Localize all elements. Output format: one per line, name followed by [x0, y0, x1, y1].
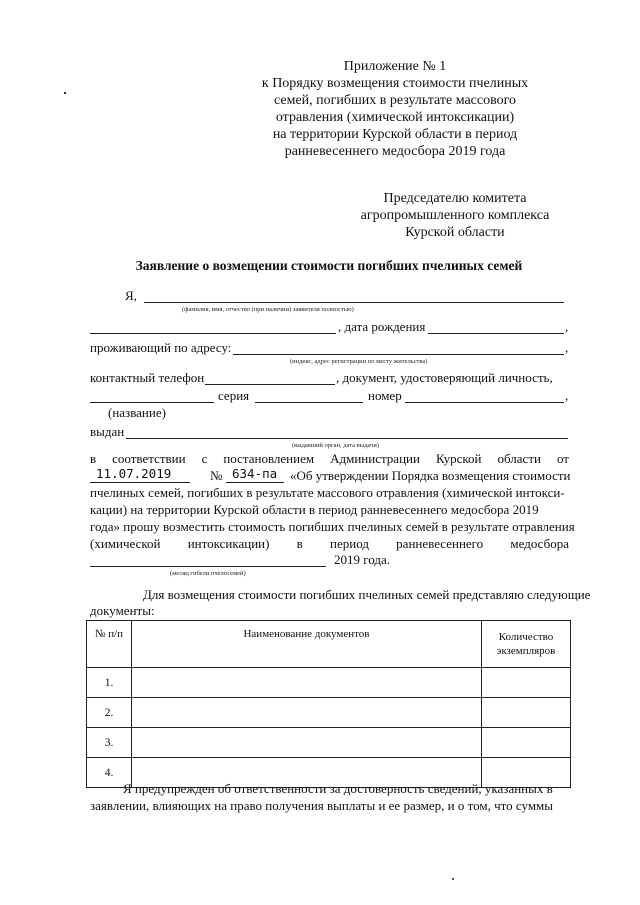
- phone-field[interactable]: [205, 384, 335, 385]
- docs-intro-line-2: документы:: [90, 603, 155, 618]
- documents-table: [86, 620, 571, 788]
- row-number: 3.: [87, 728, 132, 758]
- issued-field[interactable]: [126, 438, 568, 439]
- docs-intro-line-1: Для возмещения стоимости погибших пчелиных семей представляю следующие: [143, 587, 591, 602]
- dob-field[interactable]: [428, 333, 564, 334]
- label-phone: контактный телефон: [90, 370, 205, 385]
- address-caption: (индекс, адрес регистрации по месту жительства): [290, 358, 428, 365]
- row-number: 4.: [87, 758, 132, 788]
- address-field[interactable]: [233, 354, 564, 355]
- word: Администрации: [330, 451, 420, 466]
- issued-caption: (выдавший орган, дата выдачи): [292, 442, 379, 449]
- word: Курской: [435, 451, 482, 466]
- label-address: проживающий по адресу:: [90, 340, 232, 355]
- name-caption: (название): [108, 405, 166, 420]
- fio-field[interactable]: [144, 302, 564, 303]
- fio-caption: (фамилия, имя, отчество (при наличии) заявителя полностью): [182, 306, 354, 313]
- word: постановлением: [223, 451, 315, 466]
- addressee-line: Курской области: [405, 225, 505, 240]
- id-doc-name-field[interactable]: [90, 402, 214, 403]
- addressee-line: Председателю комитета: [383, 191, 527, 206]
- body-line-6: [90, 536, 569, 552]
- appendix-line: на территории Курской области в период: [272, 127, 518, 142]
- appendix-line: ранневесеннего медосбора 2019 года: [284, 144, 506, 159]
- word: области: [497, 451, 541, 466]
- decree-number: 634-па: [232, 466, 278, 481]
- addressee-line: агропромышленного комплекса: [360, 208, 550, 223]
- doc-name-cell[interactable]: [132, 698, 482, 728]
- word: интоксикации): [187, 536, 270, 551]
- body-line-4: кации) на территории Курской области в период ранневесеннего медосбора 2019: [90, 502, 539, 517]
- label-dob: , дата рождения: [338, 319, 426, 334]
- form-title: Заявление о возмещении стоимости погибших пчелиных семей: [135, 258, 523, 273]
- comma: ,: [565, 388, 569, 403]
- doc-name-cell[interactable]: [132, 728, 482, 758]
- scan-speck: [452, 878, 454, 880]
- label-id-doc: , документ, удостоверяющий личность,: [336, 370, 553, 385]
- word: период: [330, 536, 369, 551]
- table-row: [87, 728, 571, 758]
- body-line-2-tail: «Об утверждении Порядка возмещения стоимости: [290, 468, 571, 483]
- fio-continuation-field[interactable]: [90, 333, 336, 334]
- table-row: [87, 668, 571, 698]
- word: ранневесеннего: [396, 536, 484, 551]
- decree-date-underline: [90, 482, 190, 483]
- doc-count-cell[interactable]: [482, 728, 571, 758]
- doc-count-cell[interactable]: [482, 698, 571, 728]
- footer-line-1: Я предупрежден об ответственности за достоверность сведений, указанных в: [123, 781, 553, 796]
- footer-line-2: заявлении, влияющих на право получения выплаты и ее размер, и о том, что суммы: [90, 798, 554, 813]
- series-field[interactable]: [255, 402, 363, 403]
- row-number: 2.: [87, 698, 132, 728]
- scan-speck: [64, 92, 66, 94]
- body-line-3: пчелиных семей, погибших в результате массового отравления (химической интокси-: [90, 485, 565, 500]
- body-line-1: [90, 451, 569, 467]
- month-field[interactable]: [90, 566, 326, 567]
- appendix-title: Приложение № 1: [343, 59, 447, 74]
- label-issued: выдан: [90, 424, 125, 439]
- month-caption: (месяц гибели пчелосемей): [170, 570, 246, 577]
- appendix-line: семей, погибших в результате массового: [273, 93, 517, 108]
- row-number: 1.: [87, 668, 132, 698]
- word: от: [556, 451, 569, 466]
- table-header-row: [87, 621, 571, 668]
- word: (химической: [90, 536, 161, 551]
- label-series: серия: [218, 388, 250, 403]
- appendix-line: отравления (химической интоксикации): [275, 110, 515, 125]
- col-header-name: Наименование документов: [132, 621, 482, 668]
- body-line-5: года» прошу возместить стоимость погибших пчелиных семей в результате отравления: [90, 519, 575, 534]
- word: в: [296, 536, 303, 551]
- comma: ,: [565, 340, 569, 355]
- year-text: 2019 года.: [334, 552, 391, 567]
- label-number: номер: [368, 388, 402, 403]
- table-row: [87, 698, 571, 728]
- word: соответствии: [112, 451, 186, 466]
- word: с: [201, 451, 208, 466]
- word: в: [90, 451, 97, 466]
- label-i: Я,: [125, 288, 137, 303]
- decree-date: 11.07.2019: [96, 466, 172, 481]
- col-header-num: № п/п: [87, 621, 132, 668]
- comma: ,: [565, 319, 569, 334]
- col-header-count: Количество экземпляров: [482, 621, 571, 668]
- doc-name-cell[interactable]: [132, 668, 482, 698]
- num-sign: №: [210, 468, 223, 483]
- doc-count-cell[interactable]: [482, 668, 571, 698]
- decree-number-underline: [226, 482, 284, 483]
- number-field[interactable]: [405, 402, 564, 403]
- word: медосбора: [510, 536, 569, 551]
- appendix-line: к Порядку возмещения стоимости пчелиных: [261, 76, 529, 91]
